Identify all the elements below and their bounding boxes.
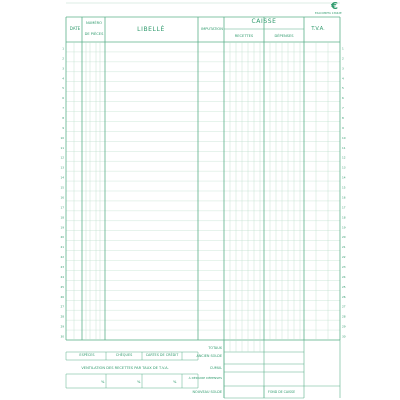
- line-number: 16: [60, 195, 64, 200]
- line-number: 15: [60, 185, 64, 190]
- line-number: 14: [342, 175, 346, 180]
- line-number: 1: [62, 46, 64, 51]
- line-number: 11: [60, 145, 64, 150]
- line-number: 8: [342, 115, 344, 120]
- line-number: 8: [62, 115, 64, 120]
- line-number: 14: [60, 175, 64, 180]
- line-number: 27: [342, 304, 346, 309]
- line-number: 27: [60, 304, 64, 309]
- line-number: 6: [342, 96, 344, 101]
- footer-fond-de-caisse: FOND DE CAISSE: [268, 390, 296, 394]
- row-rules: [66, 3, 340, 398]
- line-number: 18: [342, 215, 346, 220]
- line-number: 23: [342, 264, 346, 269]
- line-number: 28: [60, 314, 64, 319]
- line-number: 30: [342, 334, 346, 339]
- line-number: 13: [342, 165, 346, 170]
- line-number: 18: [60, 215, 64, 220]
- footer-a-deduire: À DÉDUIRE DÉPENSES: [188, 376, 222, 380]
- line-number: 19: [60, 225, 64, 230]
- header-piece-line1: NUMÉRO: [85, 21, 103, 25]
- header-depenses: DÉPENSES: [274, 34, 294, 38]
- line-number: 3: [62, 66, 64, 71]
- line-number: 7: [62, 106, 64, 111]
- column-lines: [66, 17, 340, 340]
- line-number: 15: [342, 185, 346, 190]
- line-numbers-right: [342, 46, 346, 338]
- line-number: 25: [60, 284, 64, 289]
- line-number: 24: [342, 274, 346, 279]
- line-number: 12: [342, 155, 346, 160]
- header-tva: T.V.A.: [311, 26, 325, 32]
- line-number: 26: [60, 294, 64, 299]
- line-number: 4: [342, 76, 344, 81]
- line-number: 2: [342, 56, 344, 61]
- line-number: 13: [60, 165, 64, 170]
- header-recettes: RECETTES: [234, 34, 254, 38]
- percent-sign-2: %: [137, 380, 141, 384]
- line-number: 11: [342, 145, 346, 150]
- line-number: 9: [62, 125, 64, 130]
- form-reference: EXACOMPTA 13642E: [315, 12, 342, 15]
- line-number: 29: [60, 324, 64, 329]
- line-number: 28: [342, 314, 346, 319]
- line-number: 24: [60, 274, 64, 279]
- line-number: 17: [60, 205, 64, 210]
- footer-totaux: TOTAUX: [208, 346, 222, 350]
- percent-sign-3: %: [173, 380, 177, 384]
- line-number: 23: [60, 264, 64, 269]
- footer-ancien-solde: ANCIEN SOLDE: [196, 354, 222, 358]
- line-number: 22: [342, 255, 346, 260]
- header-libelle: LIBELLÉ: [137, 26, 165, 33]
- line-number: 21: [342, 245, 346, 250]
- line-number: 6: [62, 96, 64, 101]
- footer-especes: ESPÈCES: [79, 353, 95, 357]
- line-number: 7: [342, 106, 344, 111]
- line-number: 30: [60, 334, 64, 339]
- header-imputation: IMPUTATION: [201, 27, 223, 31]
- line-number: 29: [342, 324, 346, 329]
- footer-ventilation: VENTILATION DES RECETTES PAR TAUX DE T.V.A.: [81, 366, 169, 370]
- header-date: DATE: [69, 26, 81, 31]
- footer-cheques: CHÈQUES: [115, 353, 133, 357]
- line-number: 1: [342, 46, 344, 51]
- line-number: 17: [342, 205, 346, 210]
- line-number: 20: [342, 235, 346, 240]
- line-number: 26: [342, 294, 346, 299]
- percent-sign-1: %: [101, 380, 105, 384]
- line-number: 10: [342, 135, 346, 140]
- line-number: 5: [342, 86, 344, 91]
- line-number: 3: [342, 66, 344, 71]
- brand-logo: €: [331, 1, 338, 12]
- line-number: 25: [342, 284, 346, 289]
- line-number: 2: [62, 56, 64, 61]
- line-number: 20: [60, 235, 64, 240]
- line-number: 21: [60, 245, 64, 250]
- footer-nouveau-solde: NOUVEAU SOLDE: [192, 390, 222, 394]
- line-number: 12: [60, 155, 64, 160]
- line-number: 5: [62, 86, 64, 91]
- line-number: 16: [342, 195, 346, 200]
- line-number: 19: [342, 225, 346, 230]
- line-numbers-left: [60, 46, 64, 338]
- line-number: 4: [62, 76, 64, 81]
- footer-cartes: CARTES DE CRÉDIT: [145, 353, 179, 357]
- header-piece-line2: DE PIÈCES: [84, 32, 104, 36]
- footer-cumul: CUMUL: [209, 366, 222, 370]
- header-caisse: CAISSE: [251, 18, 277, 25]
- line-number: 22: [60, 255, 64, 260]
- line-number: 10: [60, 135, 64, 140]
- line-number: 9: [342, 125, 344, 130]
